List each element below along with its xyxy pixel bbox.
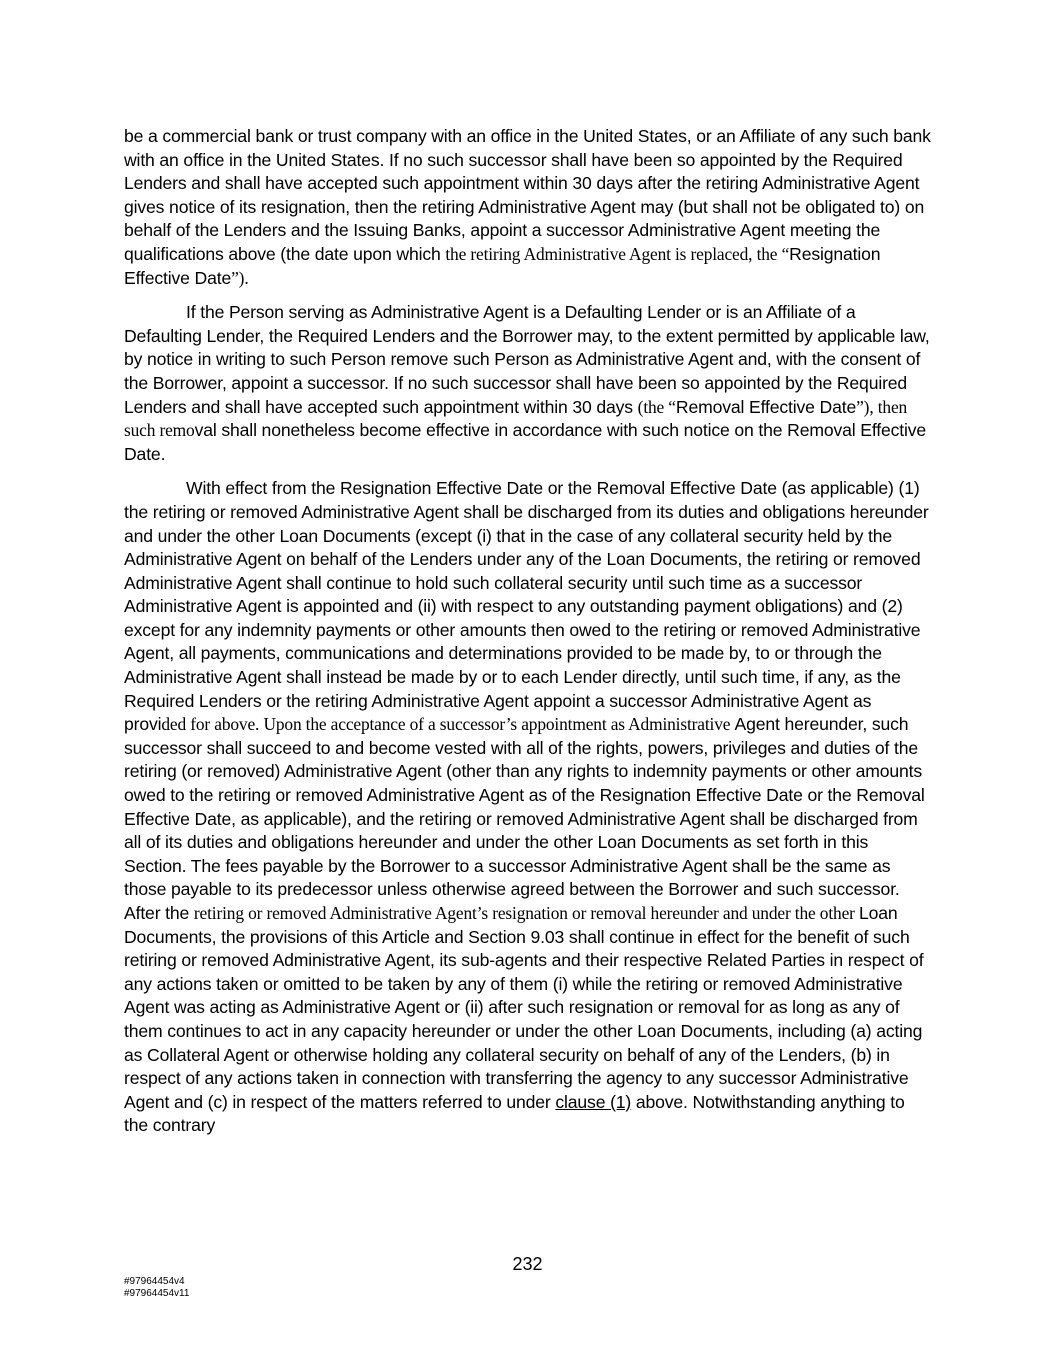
text-run: be a commercial bank or trust company with an office in the United States, or an Affiliate of any such bank with an office in the United States. If no such successor shall have been so appointed by the Required Lenders and shall have accepted such appointment within 30 days after the retiring Administrative Agent gives notice of its resignation, then the retiring Administrative Agent may (but shall not be obligated to) on behalf of the Lenders and the Issuing Banks, appoint a successor Administrative Agent meeting the qualifications above (the date upon which [124,126,931,264]
page-number: 232 [512,1254,543,1274]
text-run: (the “ [637,396,676,417]
document-ids [124,1276,189,1300]
text-run: the retiring Administrative Agent is replaced, the “ [445,243,790,264]
document-id: #97964454v11 [124,1288,190,1299]
text-run: Removal Effective Date [675,396,857,417]
text-run: ”). [231,267,249,288]
text-run: Loan Documents, the provisions of this Article and Section 9.03 shall continue in effect for the benefit of such retiring or removed Administrative Agent, its sub-agents and their respective Related Parties in respect of any actions taken or omitted to be taken by any of them (i) while the retiring or removed Administrative Agent was acting as Administrative Agent or (ii) after such resignation or removal for as long as any of them continues to act in any capacity hereunder or under the other Loan Documents, including (a) acting as Collateral Agent or otherwise holding any collateral security on behalf of any of the Lenders, (b) in respect of any actions taken in connection with transferring the agency to any successor Administrative Agent and (c) in respect of the matters referred to under [124,903,924,1112]
text-run: ”), then such remo [124,396,908,441]
text-run: Agent hereunder, such successor shall succeed to and become vested with all of the rights, powers, privileges and duties of the retiring (or removed) Administrative Agent (other than any rights to indemnity payments or other amounts owed to the retiring or removed Administrative Agent as of the Resignation Effective Date or the Removal Effective Date, as applicable), and the retiring or removed Administrative Agent shall be discharged from all of its duties and obligations hereunder and under the other Loan Documents as set forth in this Section. The fees payable by the Borrower to a successor Administrative Agent shall be the same as those payable to its predecessor unless otherwise agreed between the Borrower and such successor. After the [124,714,925,923]
text-run: ded for above. Upon the acceptance of a successor’s appointment as Administrative [161,714,735,735]
text-run: With effect from the Resignation Effective Date or the Removal Effective Date (as applicable) (1) the retiring or removed Administrative Agent shall be discharged from its duties and obligations hereunder and under the other Loan Documents (except (i) that in the case of any collateral security held by the Administrative Agent on behalf of the Lenders under any of the Loan Documents, the retiring or removed Administrative Agent shall continue to hold such collateral security until such time as a successor Administrative Agent is appointed and (ii) with respect to any outstanding payment obligations) and (2) except for any indemnity payments or other amounts then owed to the retiring or removed Administrative Agent, all payments, communications and determinations provided to be made by, to or through the Administrative Agent shall instead be made by or to each Lender directly, until such time, if any, as the Required Lenders or the retiring Administrative Agent appoint a successor Administrative Agent as provi [124,478,929,735]
document-body [124,125,932,1149]
cross-reference: clause (1) [555,1091,632,1112]
text-run: above. Notwithstanding anything to the contrary [124,1091,905,1136]
text-run: val shall nonetheless become effective in accordance with such notice on the Removal Effective Date. [124,420,927,464]
paragraph [124,301,932,466]
text-run: Resignation Effective Date [124,243,881,288]
paragraph [124,125,932,290]
document-id: #97964454v4 [124,1276,185,1287]
text-run: If the Person serving as Administrative Agent is a Defaulting Lender or is an Affiliate of a Defaulting Lender, the Required Lenders and the Borrower may, to the extent permitted by applicable law, by notice in writing to such Person remove such Person as Administrative Agent and, with the consent of the Borrower, appoint a successor. If no such successor shall have been so appointed by the Required Lenders and shall have accepted such appointment within 30 days [124,302,930,417]
text-run: retiring or removed Administrative Agent’s resignation or removal hereunder and under the other [193,903,859,923]
paragraph [124,477,932,1138]
